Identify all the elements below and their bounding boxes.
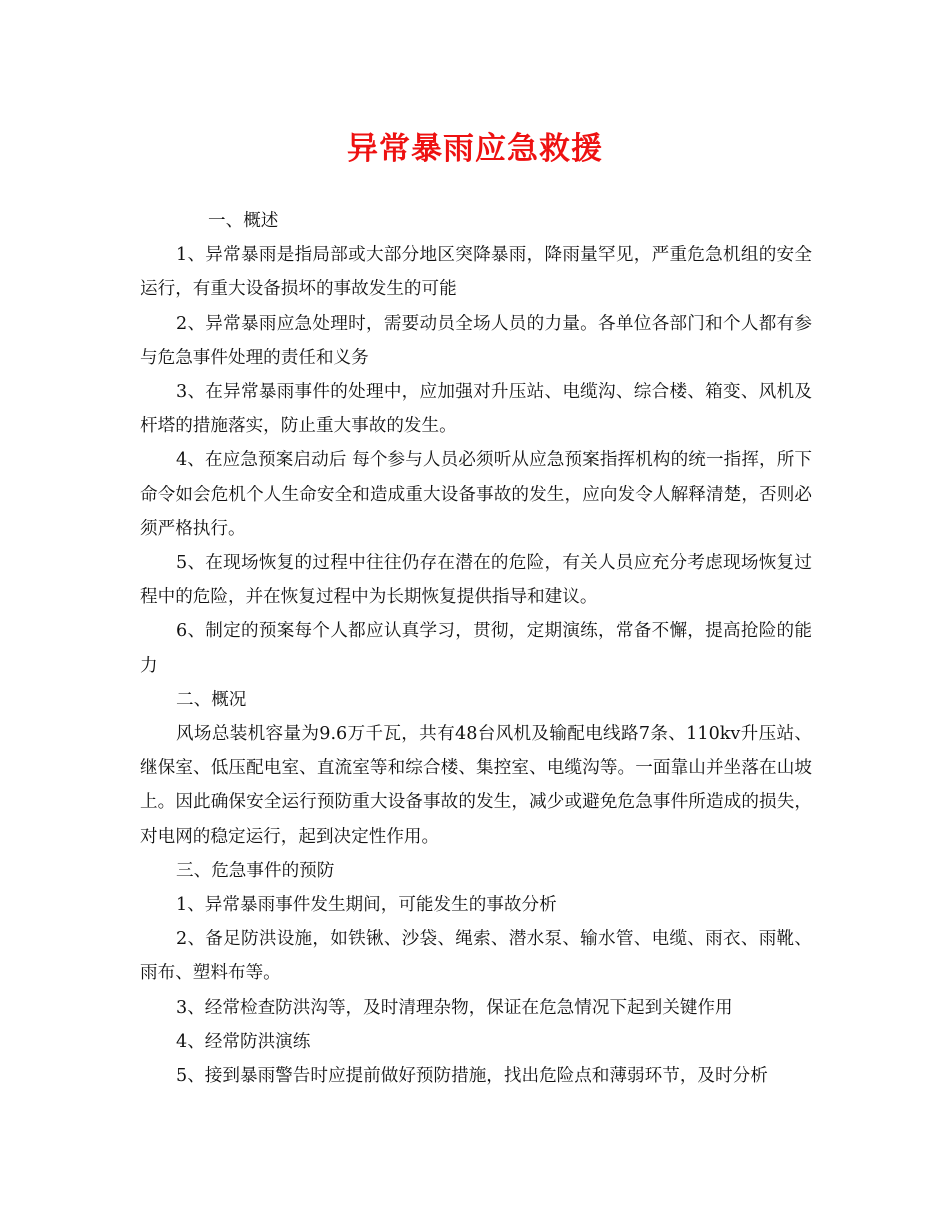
paragraph: 4、经常防洪演练 [176,1031,311,1052]
paragraph: 1、异常暴雨是指局部或大部分地区突降暴雨，降雨量罕见，严重危急机组的安全运行，有重大设备损坏的事故发生的可能 [140,245,812,300]
paragraph: 2、异常暴雨应急处理时，需要动员全场人员的力量。各单位各部门和个人都有参与危急事件处理的责任和义务 [140,313,812,368]
paragraph: 3、在异常暴雨事件的处理中，应加强对升压站、电缆沟、综合楼、箱变、风机及杆塔的措施落实，防止重大事故的发生。 [140,382,812,437]
document-title: 异常暴雨应急救援 [347,131,603,167]
paragraph: 3、经常检查防洪沟等，及时清理杂物，保证在危急情况下起到关键作用 [176,997,733,1018]
paragraph: 5、在现场恢复的过程中往往仍存在潜在的危险，有关人员应充分考虑现场恢复过程中的危险，并在恢复过程中为长期恢复提供指导和建议。 [140,553,812,608]
paragraph: 5、接到暴雨警告时应提前做好预防措施，找出危险点和薄弱环节，及时分析 [176,1066,768,1087]
section-heading-situation: 二、概况 [176,689,247,710]
paragraph: 1、异常暴雨事件发生期间，可能发生的事故分析 [176,895,557,916]
paragraph: 6、制定的预案每个人都应认真学习，贯彻，定期演练，常备不懈，提高抢险的能力 [140,621,812,676]
paragraph: 2、备足防洪设施，如铁锹、沙袋、绳索、潜水泵、输水管、电缆、雨衣、雨靴、雨布、塑料布等。 [140,929,812,984]
section-heading-overview: 一、概述 [208,211,279,231]
paragraph: 风场总装机容量为9.6万千瓦，共有48台风机及输配电线路7条、110kv升压站、继保室、低压配电室、直流室等和综合楼、集控室、电缆沟等。一面靠山并坐落在山坡上。因此确保安全运行预防重大设备事故的发生，减少或避免危急事件所造成的损失，对电网的稳定运行，起到决定性作用。 [140,724,812,847]
paragraph: 4、在应急预案启动后 每个参与人员必须听从应急预案指挥机构的统一指挥，所下命令如会危机个人生命安全和造成重大设备事故的发生，应向发令人解释清楚，否则必须严格执行。 [140,450,812,539]
section-heading-prevention: 三、危急事件的预防 [176,860,335,881]
document-body [140,204,812,1093]
